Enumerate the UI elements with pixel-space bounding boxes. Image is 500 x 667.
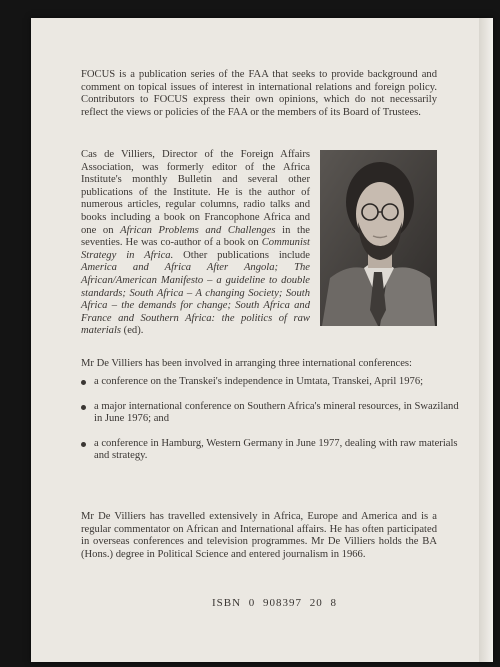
bio-title-3: America and Africa After Angola; The African/American Manifesto – a guideline to double standards; South Africa – A changing Society; South Africa – the demands for change; South Africa and France and Southern Africa: the politics of raw materials [81, 262, 310, 337]
conference-text: a conference in Hamburg, Western Germany in June 1977, dealing with raw materials and strategy. [94, 437, 458, 462]
book-page [31, 18, 493, 662]
list-item [81, 401, 461, 426]
bio-text-4: (ed). [121, 325, 144, 337]
page-spine-shadow [479, 18, 493, 662]
list-item [81, 438, 461, 463]
conferences-intro: Mr De Villiers has been involved in arranging three international conferences: [81, 358, 412, 369]
bullet-icon [81, 442, 86, 447]
bio-section [81, 149, 437, 338]
conference-text: a conference on the Transkei's independence in Umtata, Transkei, April 1976; [94, 376, 424, 387]
bio-text-1: Cas de Villiers, Director of the Foreign Affairs Association, was formerly editor of the Africa Institute's monthly Bulletin and several other publications of the Institute. He is the author of numerous articles, regular columns, radio talks and books including a book on Francophone Africa and one on [81, 149, 310, 236]
bio-text-3: Other publications include [173, 249, 311, 261]
author-portrait-illustration [320, 150, 437, 326]
travel-paragraph: Mr De Villiers has travelled extensively in Africa, Europe and America and is a regular commentator on African and International affairs. He has often participated in overseas conferences and television programmes. Mr De Villiers holds the BA (Hons.) degree in Political Science and entered journalism in 1966. [81, 511, 437, 560]
bullet-icon [81, 380, 86, 385]
bullet-icon [81, 405, 86, 410]
author-portrait-photo [320, 150, 437, 326]
conference-text: a major international conference on Southern Africa's mineral resources, in Swaziland in June 1976; and [94, 400, 459, 425]
bio-title-1: African Problems and Challenges [120, 224, 276, 236]
bio-text-2: in the seventies. He was co-author of a book on [81, 224, 310, 249]
conference-list [81, 376, 461, 475]
isbn-number: ISBN 0 908397 20 8 [212, 597, 338, 609]
intro-paragraph: FOCUS is a publication series of the FAA that seeks to provide background and comment on topical issues of interest in international relations and foreign policy. Contributors to FOCUS express their own opinions, which do not necessarily reflect the views or policies of the FAA or the members of its Board of Trustees. [81, 69, 437, 118]
bio-title-2: Communist Strategy in Africa. [81, 237, 310, 261]
list-item [81, 376, 461, 389]
